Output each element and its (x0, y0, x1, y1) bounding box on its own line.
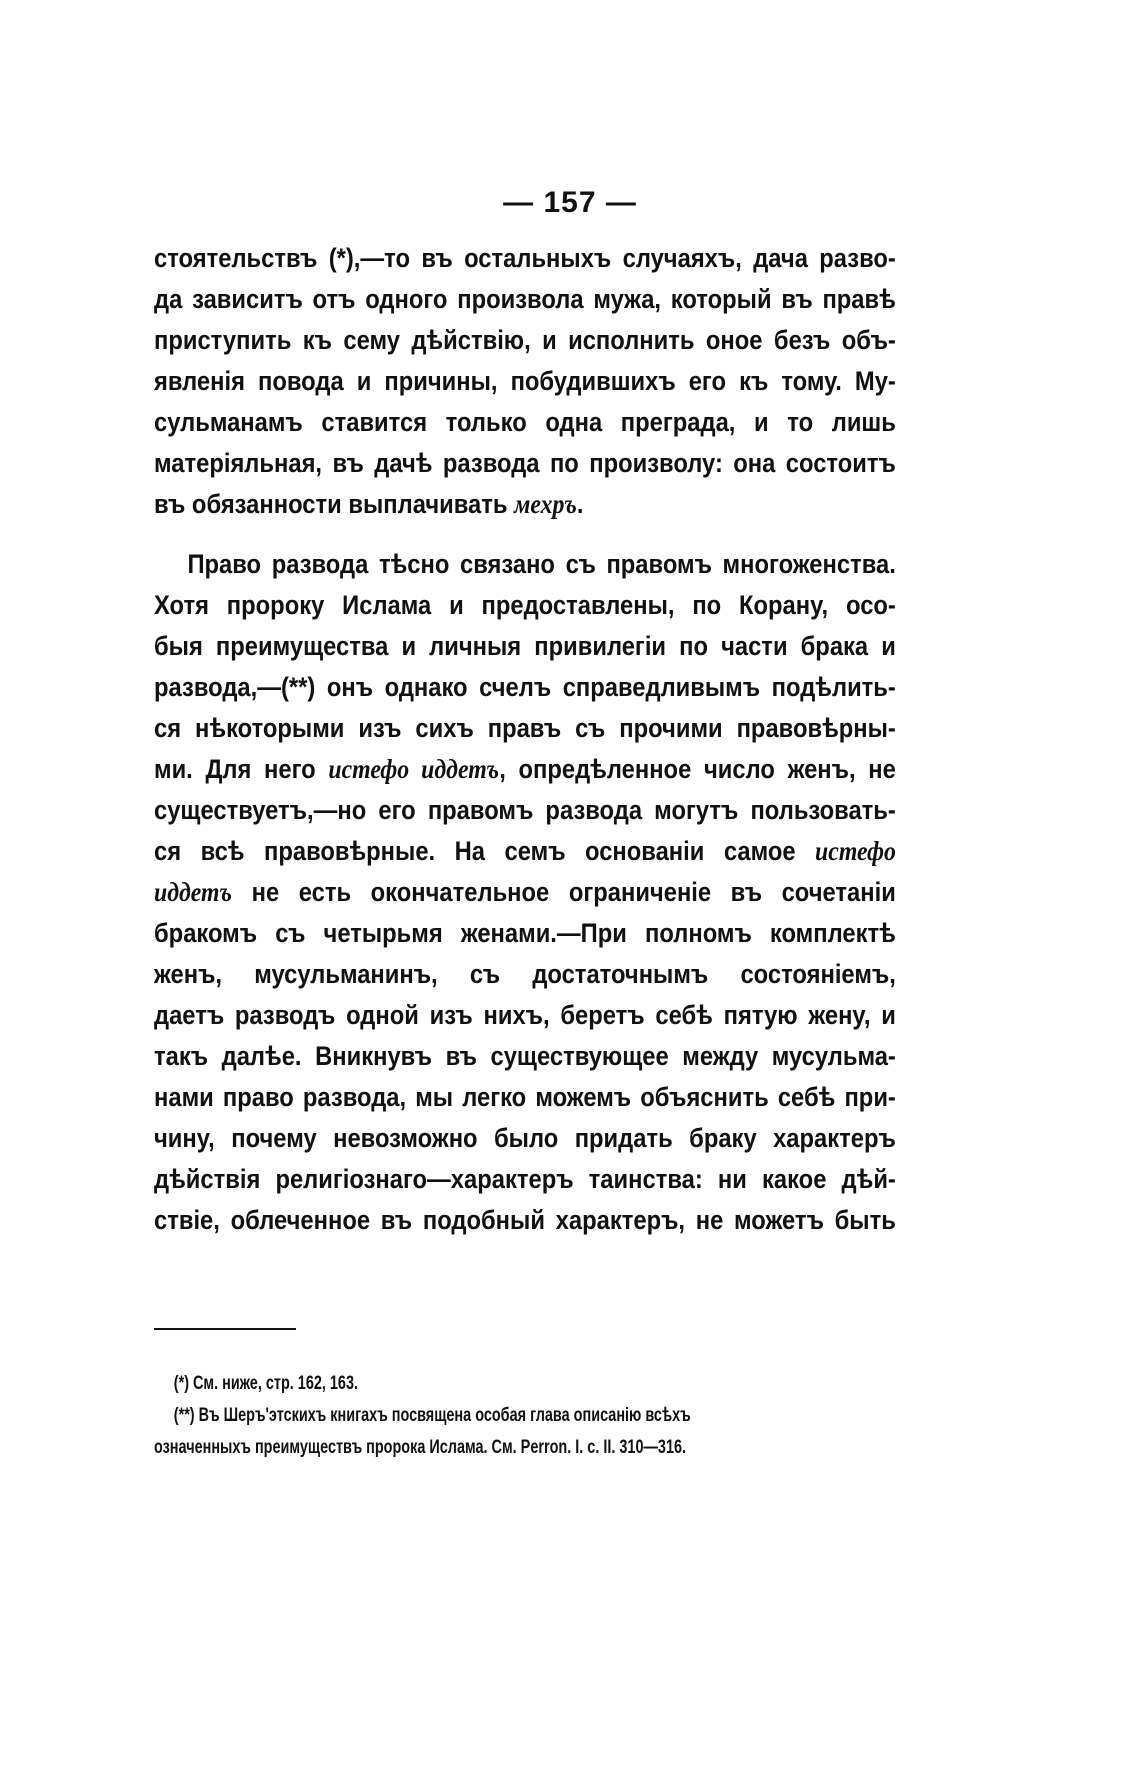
text-line: Хотя пророку Ислама и предоставлены, по Корану, осо- (154, 590, 896, 620)
footnote-1: (*) См. ниже, стр. 162, 163. (173, 1373, 359, 1394)
text-line (154, 749, 896, 790)
text-line: ствіе, облеченное въ подобный характеръ, не можетъ быть (154, 1205, 896, 1235)
paragraph-gap (154, 525, 896, 544)
text-fragment: не есть окончательное ограниченіе въ сочетаніи (232, 877, 896, 907)
text-line: развода,—(**) онъ однако счелъ справедливымъ подѣлить- (154, 672, 896, 702)
text-line: существуетъ,—но его правомъ развода могутъ пользовать- (154, 795, 896, 825)
text-line: да зависитъ отъ одного произвола мужа, который въ правѣ (154, 284, 896, 314)
text-line: матеріяльная, въ дачѣ развода по произволу: она состоитъ (154, 448, 896, 478)
footnote-2: (**) Въ Шеръ'этскихъ книгахъ посвящена особая глава описанію всѣхъ (173, 1405, 691, 1426)
text-line: такъ далѣе. Вникнувъ въ существующее между мусульма- (154, 1041, 896, 1071)
text-fragment: ми. Для него (154, 754, 329, 784)
italic-term: истефо иддетъ (328, 754, 500, 784)
text-line (154, 872, 896, 913)
text-line: быя преимущества и личныя привилегіи по части брака и (154, 631, 896, 661)
text-line: Право развода тѣсно связано съ правомъ многоженства. (187, 549, 896, 579)
text-line: даетъ разводъ одной изъ нихъ, беретъ себѣ пятую жену, и (154, 1000, 896, 1030)
italic-term: иддетъ (154, 877, 233, 907)
text-fragment: . (576, 489, 584, 519)
footnotes (154, 1368, 902, 1464)
footnote-divider (154, 1328, 296, 1330)
text-line: приступить къ сему дѣйствію, и исполнить оное безъ объ- (154, 325, 896, 355)
text-line: ся нѣкоторыми изъ сихъ правъ съ прочими правовѣрны- (154, 713, 896, 743)
page-number: — 157 — (503, 186, 637, 219)
text-line: дѣйствія религіознаго—характеръ таинства: ни какое дѣй- (154, 1164, 896, 1194)
text-line: сульманамъ ставится только одна преграда, и то лишь (154, 407, 896, 437)
text-fragment: ся всѣ правовѣрные. На семъ основаніи самое (154, 836, 816, 866)
italic-term: мехръ (514, 489, 577, 519)
footnote-2-continuation: означенныхъ преимуществъ пророка Ислама. См. Perron. I. с. II. 310—316. (154, 1437, 687, 1458)
text-line (154, 484, 896, 525)
text-line: стоятельствъ (*),—то въ остальныхъ случаяхъ, дача разво- (154, 243, 896, 273)
text-fragment: , опредѣленное число женъ, не (499, 754, 896, 784)
text-line (154, 831, 896, 872)
text-line: явленія повода и причины, побудившихъ его къ тому. Му- (154, 366, 896, 396)
text-line: бракомъ съ четырьмя женами.—При полномъ комплектѣ (154, 918, 896, 948)
italic-term: истефо (815, 836, 896, 866)
text-line: нами право развода, мы легко можемъ объяснить себѣ при- (154, 1082, 896, 1112)
text-line: чину, почему невозможно было придать браку характеръ (154, 1123, 896, 1153)
text-fragment: въ обязанности выплачивать (154, 489, 515, 519)
main-text (154, 238, 896, 1241)
text-line: женъ, мусульманинъ, съ достаточнымъ состояніемъ, (154, 959, 896, 989)
